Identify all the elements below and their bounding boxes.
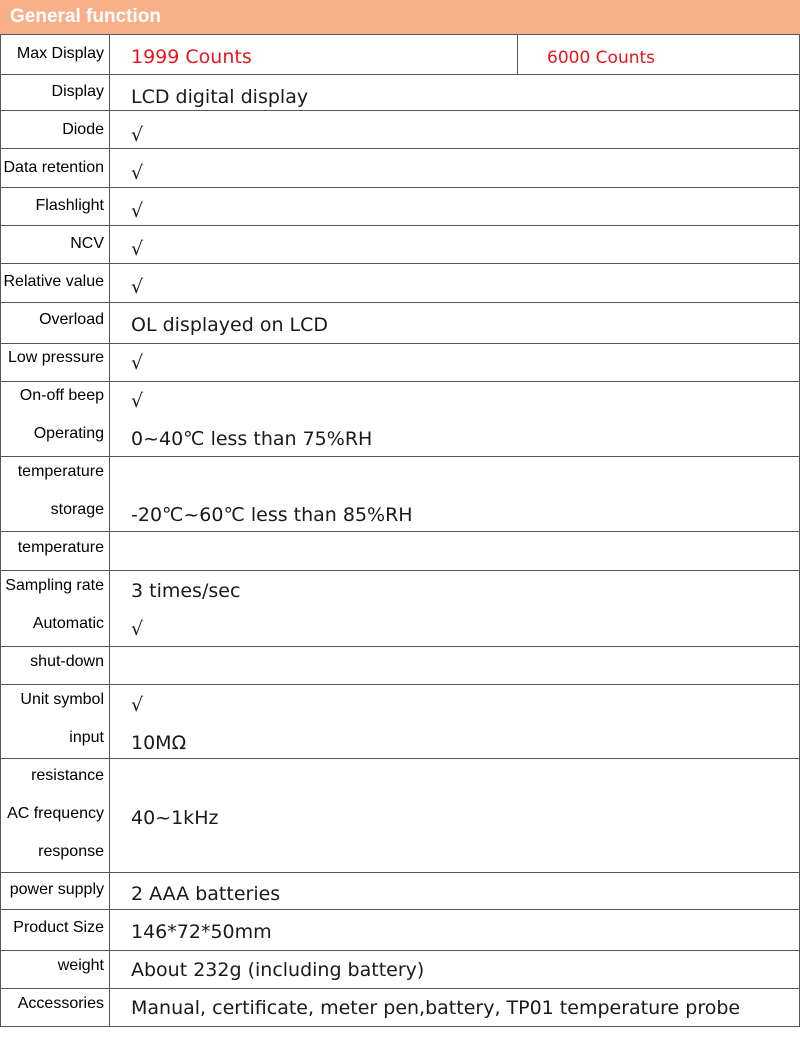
row-divider xyxy=(0,872,800,873)
row-divider xyxy=(0,646,800,647)
label-display: Display xyxy=(51,83,104,100)
label-data-retention: Data retention xyxy=(3,159,104,176)
row-divider xyxy=(0,74,800,75)
label-low-pressure: Low pressure xyxy=(7,349,104,366)
value-diode: √ xyxy=(131,124,144,146)
row-divider xyxy=(0,225,800,226)
label-operating-temperature: Operating xyxy=(33,425,104,442)
value-data-retention: √ xyxy=(131,162,144,184)
row-divider xyxy=(0,302,800,303)
value-ncv: √ xyxy=(131,238,144,260)
row-divider xyxy=(0,148,800,149)
row-divider xyxy=(0,187,800,188)
row-divider xyxy=(0,758,800,759)
label-diode: Diode xyxy=(62,121,104,138)
value-input-resistance: 10MΩ xyxy=(131,732,187,754)
value-weight: About 232g (including battery) xyxy=(131,959,425,981)
column-divider xyxy=(109,34,110,1027)
value-relative-value: √ xyxy=(131,276,144,298)
label-ac-frequency: AC frequency xyxy=(7,805,104,822)
row-divider xyxy=(0,343,800,344)
row-divider xyxy=(0,570,800,571)
section-title: General function xyxy=(10,6,161,27)
label-product-size: Product Size xyxy=(13,919,104,936)
value-operating-temperature: 0~40℃ less than 75%RH xyxy=(131,428,373,450)
value-low-pressure: √ xyxy=(131,352,144,374)
section-header xyxy=(0,0,800,34)
row-divider xyxy=(0,456,800,457)
value-unit-symbol: √ xyxy=(131,694,144,716)
value-overload: OL displayed on LCD xyxy=(131,314,329,336)
value-max-display: 1999 Counts xyxy=(131,46,252,68)
label-max-display: Max Display xyxy=(16,45,104,62)
label-operating-temperature-line2: temperature xyxy=(17,463,104,480)
table-border-top xyxy=(0,34,800,35)
label-automatic-shutdown: Automatic xyxy=(32,615,104,632)
label-ac-frequency-line2: response xyxy=(38,843,104,860)
label-automatic-shutdown-line2: shut-down xyxy=(30,653,104,670)
label-input-resistance: input xyxy=(69,729,104,746)
value-on-off-beep: √ xyxy=(131,390,144,412)
value-power-supply: 2 AAA batteries xyxy=(131,883,281,905)
value-storage-temperature: -20℃~60℃ less than 85%RH xyxy=(131,504,413,526)
value-automatic-shutdown: √ xyxy=(131,618,144,640)
label-accessories: Accessories xyxy=(17,995,104,1012)
value-max-display-alt: 6000 Counts xyxy=(547,48,656,68)
label-storage-temperature-line2: temperature xyxy=(17,539,104,556)
label-flashlight: Flashlight xyxy=(35,197,104,214)
row-divider xyxy=(0,263,800,264)
label-unit-symbol: Unit symbol xyxy=(20,691,104,708)
label-power-supply: power supply xyxy=(9,881,104,898)
label-weight: weight xyxy=(57,957,104,974)
value-display: LCD digital display xyxy=(131,86,309,108)
value-flashlight: √ xyxy=(131,200,144,222)
label-sampling-rate: Sampling rate xyxy=(5,577,104,594)
row-divider xyxy=(0,950,800,951)
label-ncv: NCV xyxy=(70,235,104,252)
row-divider xyxy=(0,909,800,910)
label-overload: Overload xyxy=(39,311,104,328)
row-divider xyxy=(0,684,800,685)
value-sampling-rate: 3 times/sec xyxy=(131,580,241,602)
row-divider xyxy=(0,381,800,382)
label-storage-temperature: storage xyxy=(50,501,104,518)
value-product-size: 146*72*50mm xyxy=(131,921,272,943)
value-ac-frequency: 40~1kHz xyxy=(131,807,219,829)
row-divider xyxy=(0,110,800,111)
row-divider xyxy=(0,988,800,989)
table-border-bottom xyxy=(0,1026,800,1027)
value-accessories: Manual, certificate, meter pen,battery, TP01 temperature probe xyxy=(131,997,741,1019)
table-border-left xyxy=(0,34,1,1027)
row-divider xyxy=(0,531,800,532)
label-relative-value: Relative value xyxy=(3,273,104,290)
label-input-resistance-line2: resistance xyxy=(31,767,104,784)
label-on-off-beep: On-off beep xyxy=(19,387,104,404)
column-divider-max-display xyxy=(517,34,518,75)
spec-table xyxy=(0,34,800,1027)
